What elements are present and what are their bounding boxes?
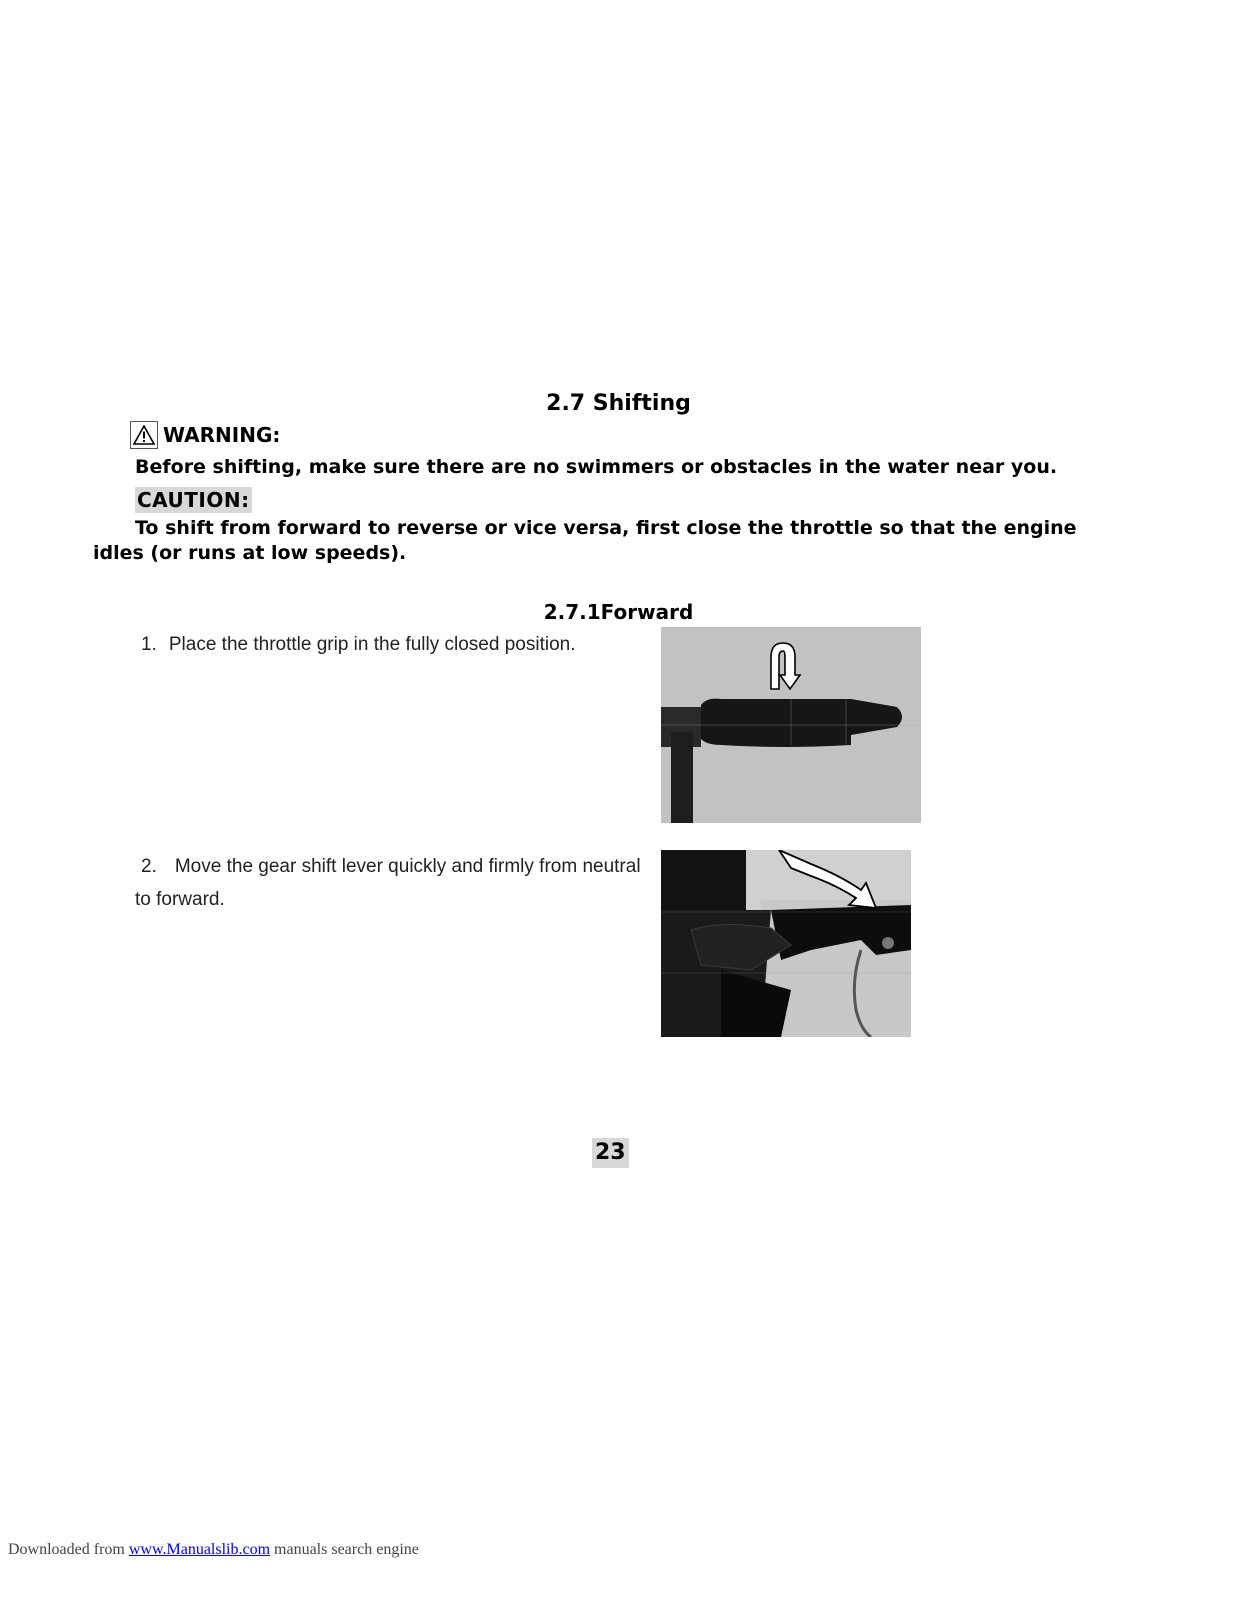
warning-heading: [130, 420, 280, 450]
subsection-title: 2.7.1Forward: [543, 600, 694, 624]
gear-shift-lever-photo: [661, 850, 911, 1037]
step-text: Move the gear shift lever quickly and firmly from neutral to forward.: [135, 856, 641, 910]
section-title: 2.7 Shifting: [546, 391, 691, 416]
step-text: Place the throttle grip in the fully closed position.: [168, 634, 576, 655]
footer-prefix: Downloaded from: [8, 1541, 129, 1558]
page-number: 23: [592, 1138, 629, 1168]
step-number: 1.: [141, 634, 157, 655]
warning-text: Before shifting, make sure there are no swimmers or obstacles in the water near you.: [135, 456, 1058, 478]
step-2: [135, 850, 645, 916]
throttle-grip-photo: [661, 627, 921, 823]
manualslib-link[interactable]: www.Manualslib.com: [128, 1541, 271, 1558]
footer-suffix: manuals search engine: [270, 1541, 419, 1558]
warning-label: WARNING:: [163, 423, 281, 447]
caution-label: CAUTION:: [137, 488, 250, 512]
caution-text: To shift from forward to reverse or vice versa, first close the throttle so that the engine idles (or runs at low speeds).: [93, 517, 1077, 564]
footer-attribution: [8, 1541, 419, 1559]
step-number: 2.: [141, 856, 157, 877]
warning-triangle-icon: [130, 421, 158, 449]
step-1: [141, 628, 575, 661]
